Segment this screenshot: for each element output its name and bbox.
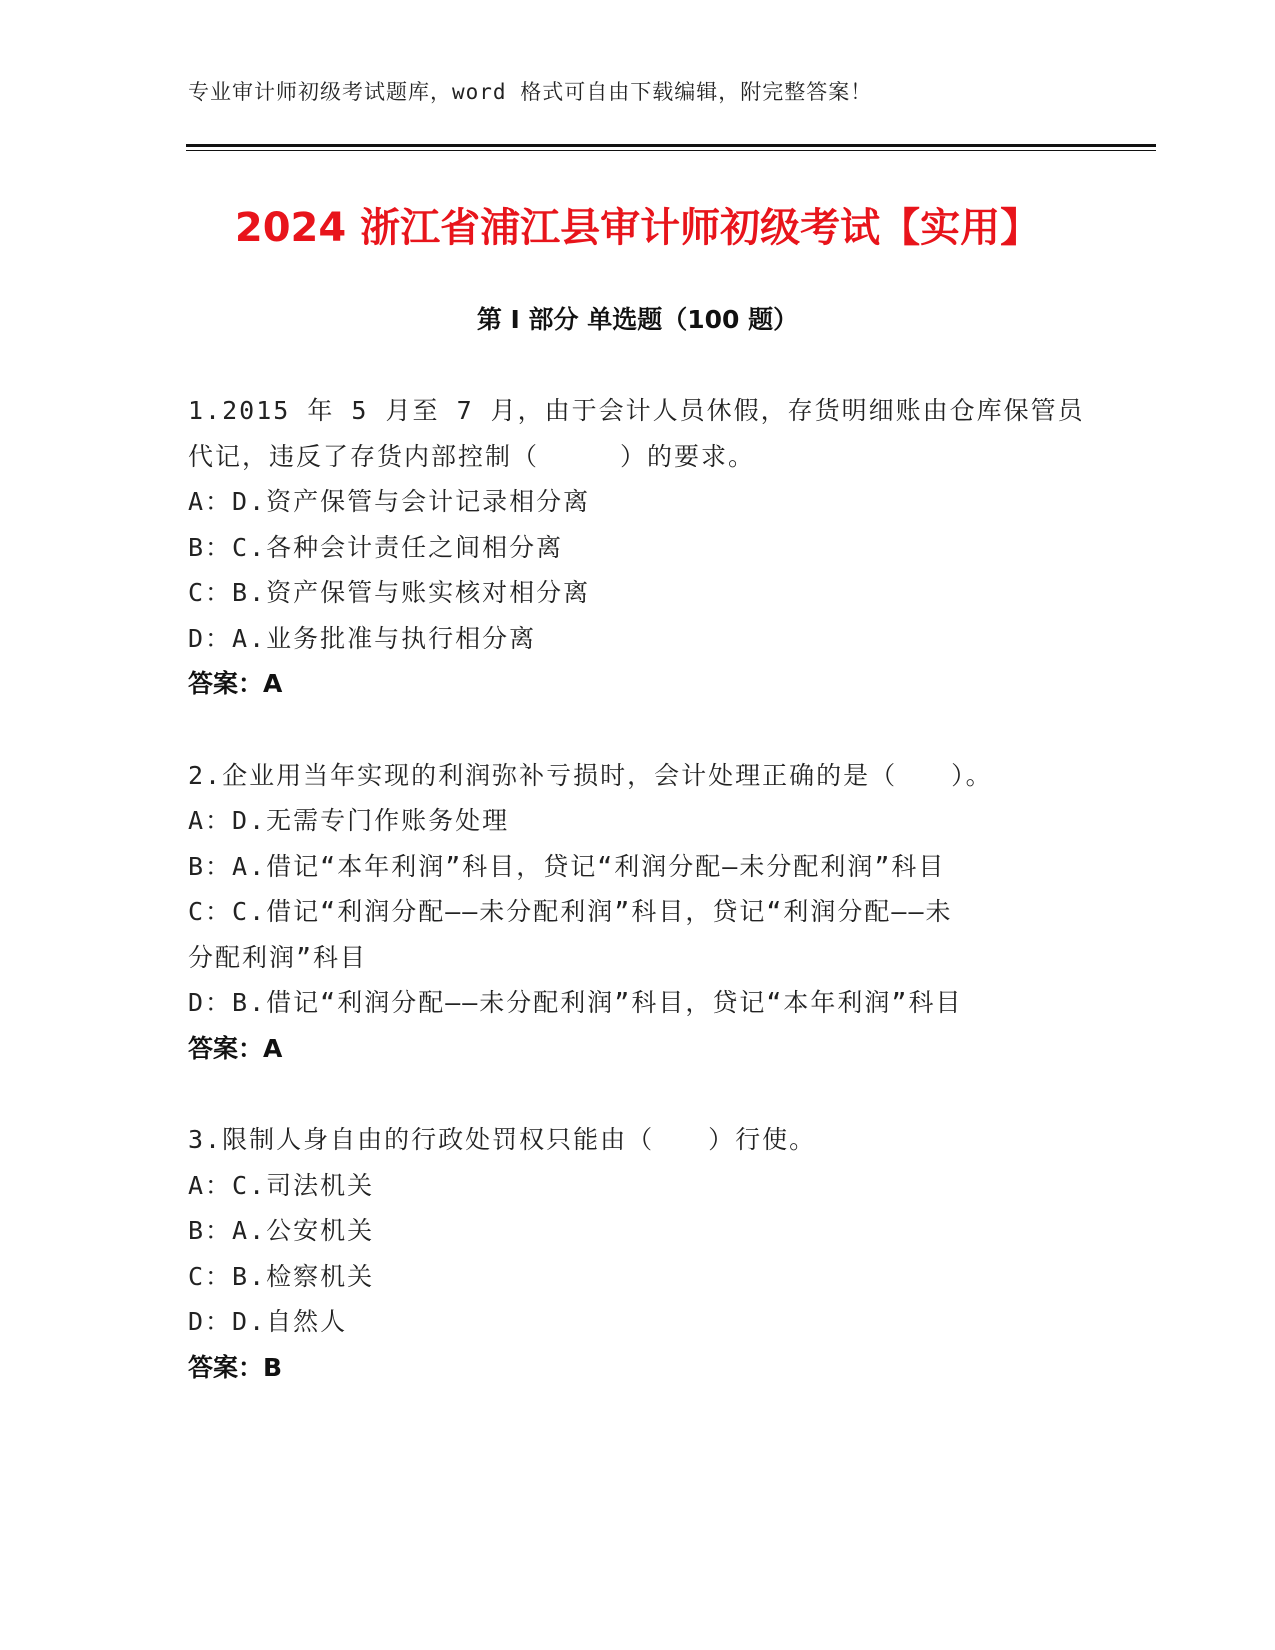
question-1: [188, 388, 1088, 707]
option-c: C：C.借记“利润分配——未分配利润”科目，贷记“利润分配——未: [188, 897, 953, 926]
option-a: A：C.司法机关: [188, 1170, 375, 1200]
answer-label: 答案：: [188, 1352, 264, 1382]
answer-value: A: [263, 1033, 283, 1063]
option-b: B：A.公安机关: [188, 1216, 375, 1245]
header-rule-thick: [186, 144, 1156, 147]
option-a: A：D.资产保管与会计记录相分离: [188, 487, 591, 516]
option-c: C：B.资产保管与账实核对相分离: [188, 578, 591, 607]
option-a: A：D.无需专门作账务处理: [188, 806, 510, 835]
option-b: B：A.借记“本年利润”科目，贷记“利润分配—未分配利润”科目: [188, 851, 946, 881]
answer-value: A: [263, 669, 283, 698]
document-title: 2024 浙江省浦江县审计师初级考试【实用】: [234, 205, 1041, 251]
section-title: 第 I 部分 单选题（100 题）: [476, 305, 799, 334]
option-d: D：A.业务批准与执行相分离: [188, 623, 537, 653]
question-text-line: 1.2015 年 5 月至 7 月，由于会计人员休假，存货明细账由仓库保管员: [188, 396, 1085, 425]
answer-line: [188, 1345, 1088, 1391]
option-c-continued: 分配利润”科目: [188, 942, 368, 972]
option-b: B：C.各种会计责任之间相分离: [188, 532, 564, 562]
option-d: D：D.自然人: [188, 1307, 348, 1336]
option-c: C：B.检察机关: [188, 1261, 375, 1291]
answer-line: [188, 661, 1088, 707]
answer-value: B: [263, 1352, 283, 1382]
option-d: D：B.借记“利润分配——未分配利润”科目，贷记“本年利润”科目: [188, 988, 963, 1017]
header-note: 专业审计师初级考试题库，word 格式可自由下载编辑，附完整答案！: [188, 80, 873, 104]
answer-line: [188, 1026, 1088, 1072]
header-rule-thin: [186, 150, 1156, 151]
answer-label: 答案：: [188, 669, 264, 698]
question-text-line: 3.限制人身自由的行政处罚权只能由（ ）行使。: [188, 1125, 817, 1154]
question-text-line: 代记，违反了存货内部控制（ ）的要求。: [188, 441, 756, 471]
question-2: [188, 753, 1088, 1072]
question-text-line: 2.企业用当年实现的利润弥补亏损时，会计处理正确的是（ ）。: [188, 760, 993, 790]
question-3: [188, 1117, 1088, 1390]
question-list: [188, 388, 1088, 1436]
answer-label: 答案：: [188, 1033, 264, 1063]
